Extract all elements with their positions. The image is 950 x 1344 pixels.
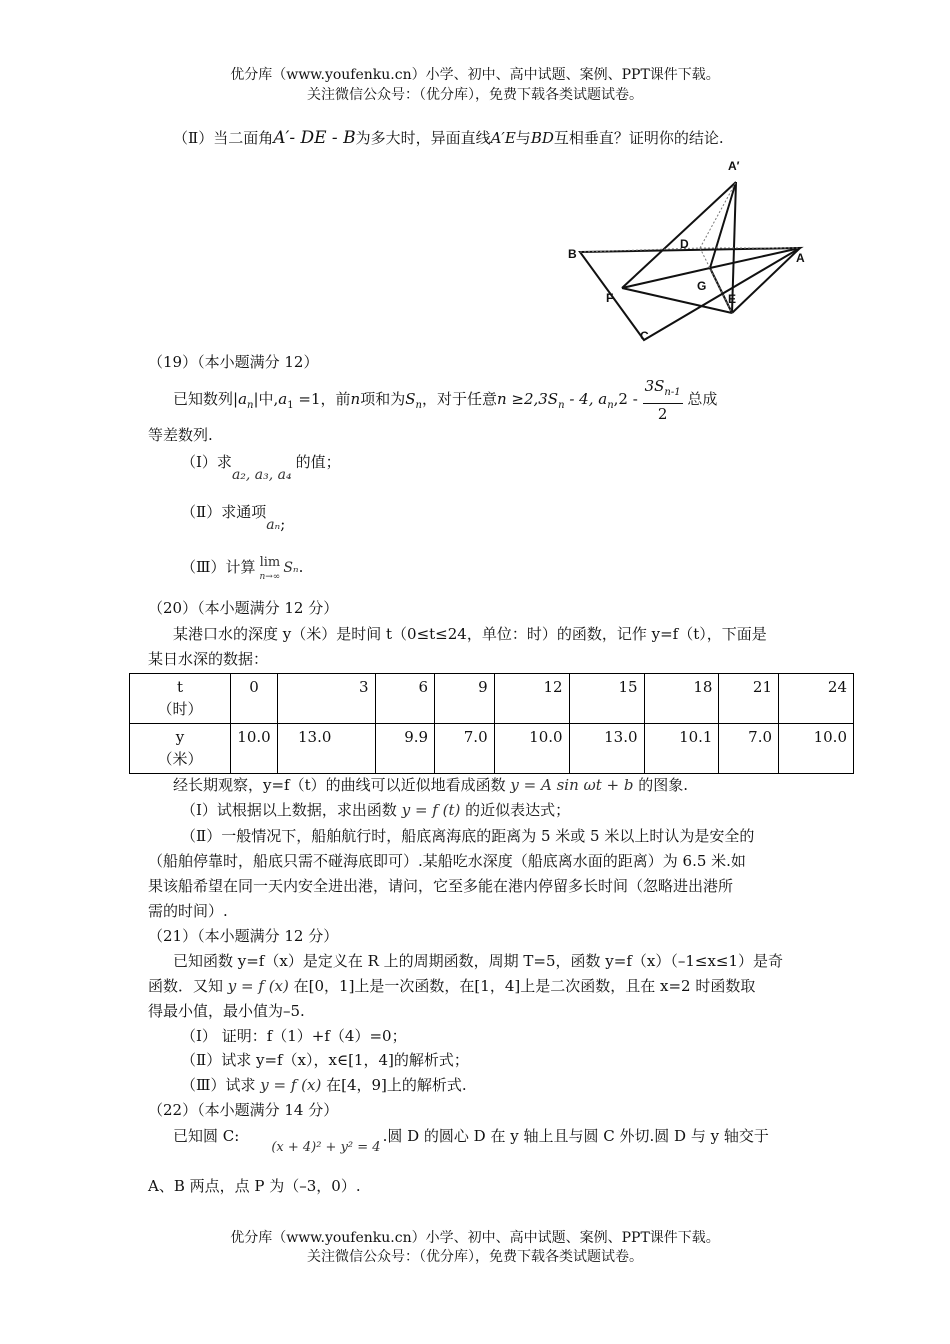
q19-limit — [259, 556, 280, 584]
q18-part2 — [173, 126, 724, 150]
q19-part2-text-b: ; — [280, 515, 286, 533]
q19-frac-num-sub: n-1 — [664, 387, 681, 398]
y-cell: 9.9 — [375, 724, 435, 774]
y-cell: 13.0 — [278, 724, 376, 774]
table-row-y — [130, 724, 854, 774]
y-cell: 7.0 — [435, 724, 495, 774]
segment-ea — [732, 248, 800, 313]
q19-part3-s: Sₙ — [283, 560, 299, 576]
q21-stem2-text-a: 函数．又知 — [148, 977, 224, 995]
q19-stem-line2: 等差数列. — [148, 426, 213, 444]
q22-stem2: A、B 两点，点 P 为（–3，0）. — [148, 1177, 361, 1195]
q20-part1-expr: y = f (t) — [401, 801, 461, 819]
q20-after-expr: y = A sin ωt + b — [510, 776, 634, 794]
q18-part2-text-a: （Ⅱ）当二面角 — [173, 129, 274, 147]
t-cell: 21 — [719, 674, 779, 724]
q20-after-text-b: 的图象. — [638, 776, 689, 794]
q21-part3-text-a: （Ⅲ）试求 — [181, 1076, 256, 1094]
label-a: A — [796, 251, 805, 265]
t-cell: 12 — [494, 674, 569, 724]
row-y-label-a: y — [175, 728, 185, 746]
label-f: F — [606, 291, 614, 305]
q20-heading: （20）（本小题满分 12 分） — [148, 599, 339, 617]
row-t-label — [130, 674, 231, 724]
q19-lim: lim — [259, 555, 281, 570]
q20-part1-text-b: 的近似表达式； — [465, 801, 571, 819]
footer-line-1: 优分库（www.youfenku.cn）小学、初中、高中试题、案例、PPT课件下载。 — [230, 1230, 720, 1246]
q21-stem3: 得最小值，最小值为–5. — [148, 1002, 305, 1020]
q19-seq: |a — [233, 390, 248, 408]
figure-solid-lines — [580, 182, 800, 340]
q22-stem-text-a: 已知圆 C: — [173, 1127, 240, 1145]
label-a-prime: A′ — [728, 159, 740, 173]
q18-part2-text-d: 互相垂直？证明你的结论. — [553, 129, 724, 147]
q21-heading: （21）（本小题满分 12 分） — [148, 927, 339, 945]
label-e: E — [728, 292, 737, 306]
t-cell: 18 — [644, 674, 719, 724]
q20-part2-line3: 果该船希望在同一天内安全进出港，请问，它至多能在港内停留多长时间（忽略进出港所 — [148, 877, 734, 895]
q19-stem-text-e: ，对于任意 — [421, 390, 497, 408]
row-y-label-b: （米） — [157, 750, 203, 768]
depth-table — [129, 673, 854, 774]
q21-stem1: 已知函数 y=f（x）是定义在 R 上的周期函数，周期 T=5，函数 y=f（x）（–1≤x≤1）是奇 — [173, 952, 784, 970]
q20-stem1: 某港口水的深度 y（米）是时间 t（0≤t≤24，单位：时）的函数，记作 y=f（t），下面是 — [173, 625, 767, 643]
q19-f-sub: n — [607, 400, 614, 411]
q19-seq-sub: n — [247, 400, 254, 411]
q21-part3-text-b: 在[4，9]上的解析式. — [326, 1076, 467, 1094]
y-cell: 10.1 — [644, 724, 719, 774]
q19-part1-expr: a₂, a₃, a₄ — [231, 467, 292, 483]
q19-part1-text-a: （Ⅰ）求 — [181, 453, 232, 471]
q18-part2-text-b: 为多大时，异面直线 — [355, 129, 491, 147]
q22-stem-text-b: .圆 D 的圆心 D 在 y 轴上且与圆 C 外切.圆 D 与 y 轴交于 — [382, 1127, 769, 1145]
q18-part2-expr: A′- DE - B — [273, 128, 356, 148]
q19-stem-text-c: =1，前 — [293, 390, 351, 408]
q22-circle-equation: (x + 4)² + y² = 4 — [271, 1140, 381, 1155]
y-cell: 13.0 — [569, 724, 644, 774]
segment-fe — [622, 288, 732, 313]
label-c: C — [640, 329, 649, 343]
label-b: B — [568, 247, 577, 261]
q19-heading: （19）（本小题满分 12） — [148, 353, 319, 371]
q21-part2: （Ⅱ）试求 y=f（x），x∈[1，4]的解析式； — [181, 1051, 469, 1069]
table-row-t — [130, 674, 854, 724]
header-line-1: 优分库（www.youfenku.cn）小学、初中、高中试题、案例、PPT课件下载。 — [230, 67, 720, 83]
q19-s: S — [405, 390, 416, 408]
q18-part2-bd: BD — [530, 129, 554, 147]
q19-stem-text-d: 项和为 — [360, 390, 406, 408]
header-line-2: 关注微信公众号：（优分库），免费下载各类试题试卷。 — [307, 87, 643, 103]
q19-cond: n ≥2,3S — [496, 390, 559, 408]
t-cell: 15 — [569, 674, 644, 724]
t-cell: 0 — [231, 674, 278, 724]
t-cell: 24 — [779, 674, 854, 724]
q19-s-sub: n — [415, 400, 422, 411]
q22-heading: （22）（本小题满分 14 分） — [148, 1101, 339, 1119]
y-cell: 7.0 — [719, 724, 779, 774]
q21-stem2-text-b: 在[0，1]上是一次函数，在[1，4]上是二次函数，且在 x=2 时函数取 — [293, 977, 756, 995]
row-t-label-a: t — [176, 678, 184, 696]
q21-stem2-expr: y = f (x) — [227, 977, 289, 995]
q19-part2 — [181, 500, 286, 533]
q19-part2-expr: aₙ — [266, 517, 281, 533]
q21-part1: （Ⅰ） 证明：f（1）+f（4）=0； — [181, 1027, 407, 1045]
q19-n: n — [350, 390, 361, 408]
q18-part2-text-c: 与 — [515, 129, 531, 147]
q21-part3-expr: y = f (x) — [260, 1076, 322, 1094]
segment-g-a — [710, 248, 800, 268]
q20-stem2: 某日水深的数据： — [148, 650, 269, 668]
row-y-label — [130, 724, 231, 774]
q19-a1: a — [278, 390, 288, 408]
q21-stem2 — [148, 974, 755, 998]
q19-stem-text-a: 已知数列 — [173, 390, 234, 408]
label-g: G — [697, 279, 707, 293]
t-cell: 6 — [375, 674, 435, 724]
row-t-label-b: （时） — [157, 700, 203, 718]
q20-part1 — [181, 798, 570, 822]
q19-cond-sub: n — [558, 400, 565, 411]
y-cell: 10.0 — [779, 724, 854, 774]
t-cell: 9 — [435, 674, 495, 724]
label-d: D — [680, 237, 689, 251]
q19-lim-sub: n→∞ — [259, 572, 281, 582]
q19-fraction — [643, 376, 683, 424]
q19-part3-text-a: （Ⅲ）计算 — [181, 558, 256, 576]
q20-part2-line2: （船舶停靠时，船底只需不碰海底即可）.某船吃水深度（船底离水面的距离）为 6.5 米.如 — [148, 852, 746, 870]
q19-frac-den: 2 — [657, 405, 668, 423]
q19-f: - 4, a — [564, 390, 608, 408]
segment-f-aprime — [622, 182, 736, 288]
q19-part2-text-a: （Ⅱ）求通项 — [181, 503, 267, 521]
q21-part3 — [181, 1073, 467, 1097]
q19-stem-text-g: ,2 - — [613, 390, 638, 408]
q20-after-text-a: 经长期观察，y=f（t）的曲线可以近似地看成函数 — [173, 776, 506, 794]
q20-part1-text-a: （Ⅰ）试根据以上数据，求出函数 — [181, 801, 397, 819]
q22-stem — [173, 1124, 769, 1155]
q19-stem — [173, 376, 717, 426]
q19-stem-text-h: 总成 — [687, 390, 718, 408]
t-cell: 3 — [278, 674, 376, 724]
q19-stem-text-b: |中, — [253, 390, 279, 408]
q19-part3-text-b: . — [298, 558, 304, 576]
q19-a1-sub: 1 — [287, 400, 294, 411]
q19-part1 — [181, 450, 341, 483]
q20-part2-line4: 需的时间）. — [148, 902, 228, 920]
footer-line-2: 关注微信公众号：（优分库），免费下载各类试题试卷。 — [307, 1249, 643, 1265]
q20-after — [173, 773, 688, 797]
y-cell: 10.0 — [231, 724, 278, 774]
q20-part2-line1: （Ⅱ）一般情况下，船舶航行时，船底离海底的距离为 5 米或 5 米以上时认为是安全的 — [181, 827, 755, 845]
y-cell: 10.0 — [494, 724, 569, 774]
q19-frac-num: 3S — [644, 377, 665, 395]
q19-part1-text-b: 的值； — [295, 453, 341, 471]
q18-part2-ae: A′E — [490, 129, 516, 147]
geometry-figure — [560, 148, 820, 346]
q19-part3 — [181, 556, 303, 584]
